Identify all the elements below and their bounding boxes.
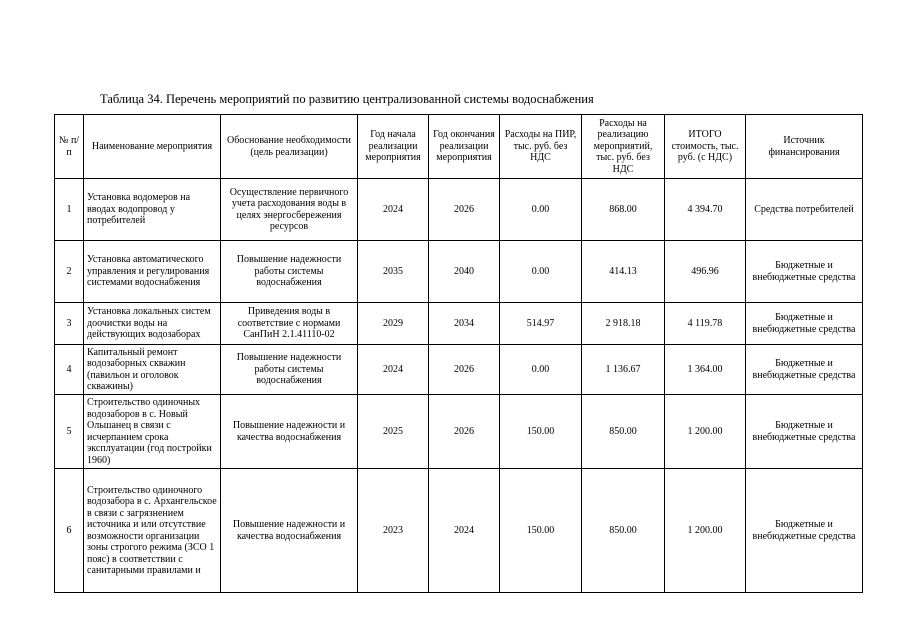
- row-number: 6: [55, 469, 84, 593]
- funding-source: Бюджетные и внебюджетные средства: [746, 241, 863, 303]
- funding-source: Бюджетные и внебюджетные средства: [746, 303, 863, 345]
- total-cost: 1 200.00: [665, 469, 746, 593]
- measure-name: Капитальный ремонт водозаборных скважин (павильон и оголовок скважины): [84, 345, 221, 395]
- measure-name: Установка водомеров на вводах водопровод у потребителей: [84, 179, 221, 241]
- row-number: 1: [55, 179, 84, 241]
- implementation-cost: 414.13: [582, 241, 665, 303]
- table-row: [55, 241, 863, 303]
- implementation-cost: 850.00: [582, 395, 665, 469]
- header-cell: № п/п: [55, 115, 84, 179]
- end-year: 2026: [429, 345, 500, 395]
- header-cell: Расходы на реализацию мероприятий, тыс. руб. без НДС: [582, 115, 665, 179]
- start-year: 2024: [358, 345, 429, 395]
- row-number: 5: [55, 395, 84, 469]
- table-row: [55, 179, 863, 241]
- total-cost: 1 200.00: [665, 395, 746, 469]
- total-cost: 1 364.00: [665, 345, 746, 395]
- start-year: 2035: [358, 241, 429, 303]
- implementation-cost: 868.00: [582, 179, 665, 241]
- measure-name: Установка автоматического управления и регулирования системами водоснабжения: [84, 241, 221, 303]
- funding-source: Бюджетные и внебюджетные средства: [746, 469, 863, 593]
- end-year: 2034: [429, 303, 500, 345]
- start-year: 2024: [358, 179, 429, 241]
- pir-cost: 150.00: [500, 469, 582, 593]
- header-cell: Год окончания реализации мероприятия: [429, 115, 500, 179]
- pir-cost: 514.97: [500, 303, 582, 345]
- table-caption: Таблица 34. Перечень мероприятий по развитию централизованной системы водоснабжения: [100, 92, 594, 106]
- end-year: 2024: [429, 469, 500, 593]
- measure-reason: Повышение надежности и качества водоснабжения: [221, 469, 358, 593]
- measure-name: Установка локальных систем доочистки воды на действующих водозаборах: [84, 303, 221, 345]
- total-cost: 496.96: [665, 241, 746, 303]
- total-cost: 4 394.70: [665, 179, 746, 241]
- row-number: 4: [55, 345, 84, 395]
- header-cell: Наименование мероприятия: [84, 115, 221, 179]
- funding-source: Бюджетные и внебюджетные средства: [746, 345, 863, 395]
- total-cost: 4 119.78: [665, 303, 746, 345]
- measure-reason: Приведения воды в соответствие с нормами СанПиН 2.1.41110-02: [221, 303, 358, 345]
- row-number: 3: [55, 303, 84, 345]
- implementation-cost: 2 918.18: [582, 303, 665, 345]
- start-year: 2029: [358, 303, 429, 345]
- pir-cost: 150.00: [500, 395, 582, 469]
- measure-reason: Повышение надежности работы системы водоснабжения: [221, 345, 358, 395]
- end-year: 2026: [429, 179, 500, 241]
- table-row: [55, 469, 863, 593]
- implementation-cost: 850.00: [582, 469, 665, 593]
- table-row: [55, 345, 863, 395]
- measure-reason: Осуществление первичного учета расходования воды в целях энергосбережения ресурсов: [221, 179, 358, 241]
- start-year: 2023: [358, 469, 429, 593]
- implementation-cost: 1 136.67: [582, 345, 665, 395]
- pir-cost: 0.00: [500, 345, 582, 395]
- measure-name: Строительство одиночных водозаборов в с. Новый Ольшанец в связи с исчерпанием срока эксплуатации (год постройки 1960): [84, 395, 221, 469]
- measure-reason: Повышение надежности и качества водоснабжения: [221, 395, 358, 469]
- row-number: 2: [55, 241, 84, 303]
- pir-cost: 0.00: [500, 179, 582, 241]
- measures-table: [54, 114, 863, 593]
- funding-source: Средства потребителей: [746, 179, 863, 241]
- header-cell: Год начала реализации мероприятия: [358, 115, 429, 179]
- header-cell: Расходы на ПИР, тыс. руб. без НДС: [500, 115, 582, 179]
- header-cell: Обоснование необходимости (цель реализации): [221, 115, 358, 179]
- table-row: [55, 303, 863, 345]
- pir-cost: 0.00: [500, 241, 582, 303]
- header-cell: Источник финансирования: [746, 115, 863, 179]
- start-year: 2025: [358, 395, 429, 469]
- header-cell: ИТОГО стоимость, тыс. руб. (с НДС): [665, 115, 746, 179]
- end-year: 2026: [429, 395, 500, 469]
- table-row: [55, 395, 863, 469]
- measure-reason: Повышение надежности работы системы водоснабжения: [221, 241, 358, 303]
- header-row: [55, 115, 863, 179]
- end-year: 2040: [429, 241, 500, 303]
- measure-name: Строительство одиночного водозабора в с. Архангельское в связи с загрязнением источника и или отсутствие возможности организации зоны строгого режима (ЗСО 1 пояс) в соответствии с санитарными правилами и: [84, 469, 221, 593]
- funding-source: Бюджетные и внебюджетные средства: [746, 395, 863, 469]
